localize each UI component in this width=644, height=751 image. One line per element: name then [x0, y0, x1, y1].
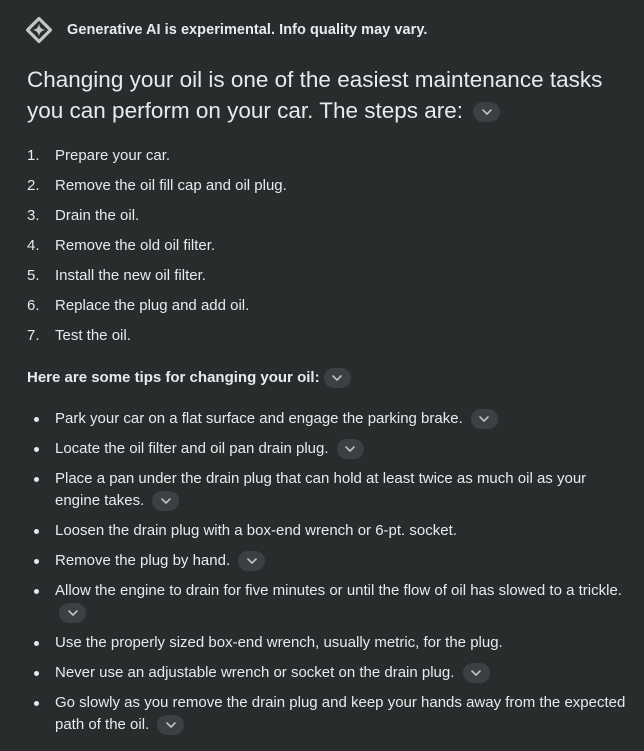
step-item — [27, 171, 287, 201]
tip-text: Go slowly as you remove the drain plug and keep your hands away from the expected path of the oil. — [55, 694, 626, 733]
steps-list — [27, 141, 287, 351]
bullet-icon — [34, 671, 39, 676]
expand-chevron-button[interactable] — [152, 491, 179, 511]
step-number: 2. — [27, 177, 40, 194]
bullet-icon — [34, 529, 39, 534]
expand-chevron-button[interactable] — [59, 603, 86, 623]
expand-chevron-button[interactable] — [324, 368, 351, 388]
tip-item — [27, 520, 627, 542]
expand-chevron-button[interactable] — [471, 409, 498, 429]
step-text: Drain the oil. — [55, 207, 140, 224]
tip-text: Park your car on a flat surface and engage the parking brake. — [55, 410, 463, 427]
tip-item — [27, 692, 627, 736]
expand-chevron-button[interactable] — [157, 715, 184, 735]
tip-item — [27, 408, 627, 430]
chevron-down-icon — [481, 108, 493, 116]
chevron-down-icon — [246, 557, 258, 565]
expand-chevron-button[interactable] — [238, 551, 265, 571]
chevron-down-icon — [470, 669, 482, 677]
expand-chevron-button[interactable] — [463, 663, 490, 683]
bullet-icon — [34, 701, 39, 706]
answer-headline — [27, 64, 639, 126]
step-item — [27, 201, 287, 231]
bullet-icon — [34, 477, 39, 482]
tip-item — [27, 662, 627, 684]
step-number: 7. — [27, 327, 40, 344]
chevron-down-icon — [165, 721, 177, 729]
expand-chevron-button[interactable] — [473, 102, 500, 122]
tips-heading-text: Here are some tips for changing your oil: — [27, 369, 320, 386]
step-text: Prepare your car. — [55, 147, 171, 164]
step-item — [27, 141, 287, 171]
tip-text: Remove the plug by hand. — [55, 552, 231, 569]
tip-item — [27, 632, 627, 654]
answer-headline-text: Changing your oil is one of the easiest maintenance tasks you can perform on your car. The steps are: — [27, 67, 603, 123]
step-number: 4. — [27, 237, 40, 254]
step-text: Install the new oil filter. — [55, 267, 206, 284]
tip-item — [27, 580, 627, 624]
tips-heading — [27, 366, 351, 390]
chevron-down-icon — [160, 497, 172, 505]
chevron-down-icon — [478, 415, 490, 423]
bullet-icon — [34, 589, 39, 594]
bullet-icon — [34, 559, 39, 564]
bullet-icon — [34, 447, 39, 452]
sge-header — [26, 16, 427, 44]
step-text: Remove the oil fill cap and oil plug. — [55, 177, 287, 194]
expand-chevron-button[interactable] — [337, 439, 364, 459]
tip-text: Allow the engine to drain for five minutes or until the flow of oil has slowed to a trickle. — [55, 582, 622, 599]
step-number: 1. — [27, 147, 40, 164]
tip-text: Loosen the drain plug with a box-end wrench or 6-pt. socket. — [55, 522, 457, 539]
tip-text: Place a pan under the drain plug that can hold at least twice as much oil as your engine takes. — [55, 470, 587, 509]
sge-sparkle-icon — [26, 17, 52, 43]
chevron-down-icon — [331, 374, 343, 382]
tip-item — [27, 468, 627, 512]
step-item — [27, 291, 287, 321]
chevron-down-icon — [67, 609, 79, 617]
experimental-disclaimer: Generative AI is experimental. Info quality may vary. — [67, 22, 428, 38]
step-item — [27, 231, 287, 261]
step-text: Remove the old oil filter. — [55, 237, 216, 254]
bullet-icon — [34, 417, 39, 422]
step-text: Replace the plug and add oil. — [55, 297, 250, 314]
step-number: 6. — [27, 297, 40, 314]
tip-item — [27, 550, 627, 572]
step-number: 5. — [27, 267, 40, 284]
tip-text: Use the properly sized box-end wrench, usually metric, for the plug. — [55, 634, 503, 651]
bullet-icon — [34, 641, 39, 646]
step-item — [27, 321, 287, 351]
tip-text: Never use an adjustable wrench or socket on the drain plug. — [55, 664, 455, 681]
step-text: Test the oil. — [55, 327, 131, 344]
step-item — [27, 261, 287, 291]
tip-item — [27, 438, 627, 460]
chevron-down-icon — [344, 445, 356, 453]
step-number: 3. — [27, 207, 40, 224]
tip-text: Locate the oil filter and oil pan drain plug. — [55, 440, 329, 457]
tips-list — [27, 408, 627, 744]
